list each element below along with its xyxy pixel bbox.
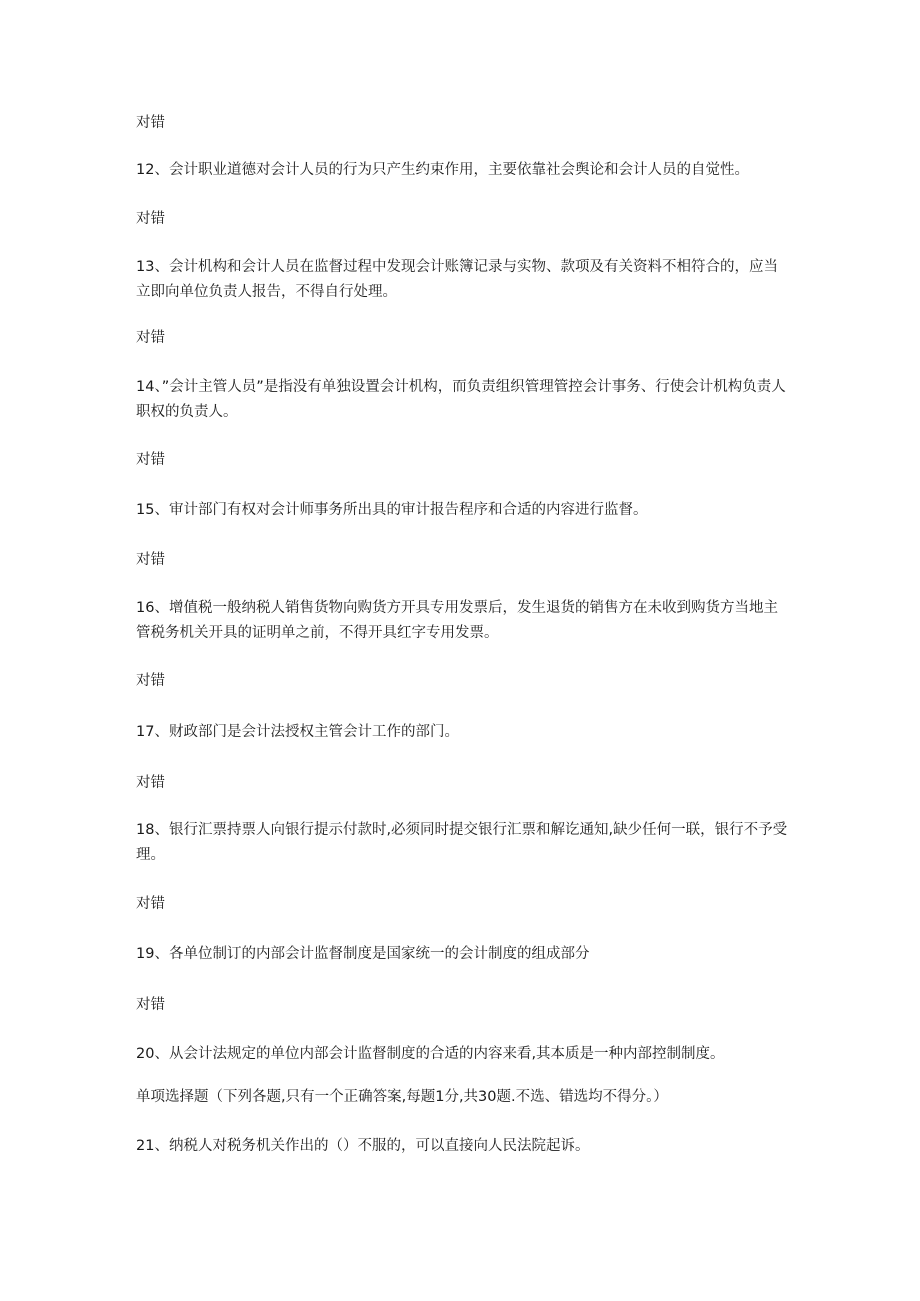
question-14: 14、”会计主管人员”是指没有单独设置会计机构，而负责组织管理管控会计事务、行使会计机构负责人职权的负责人。: [136, 379, 786, 420]
answer-options-15: 对错: [136, 552, 165, 568]
question-13: 13、会计机构和会计人员在监督过程中发现会计账簿记录与实物、款项及有关资料不相符合的，应当立即向单位负责人报告，不得自行处理。: [136, 259, 778, 300]
question-19: 19、各单位制订的内部会计监督制度是国家统一的会计制度的组成部分: [136, 946, 590, 962]
answer-options-13: 对错: [136, 330, 165, 346]
answer-options-19: 对错: [136, 997, 165, 1013]
answer-options-18: 对错: [136, 896, 165, 912]
question-21: 21、纳税人对税务机关作出的（）不服的，可以直接向人民法院起诉。: [136, 1138, 590, 1154]
answer-options-12: 对错: [136, 211, 165, 227]
question-17: 17、财政部门是会计法授权主管会计工作的部门。: [136, 724, 459, 740]
question-15: 15、审计部门有权对会计师事务所出具的审计报告程序和合适的内容进行监督。: [136, 502, 648, 518]
question-18: 18、银行汇票持票人向银行提示付款时,必须同时提交银行汇票和解讫通知,缺少任何一联，银行不予受理。: [136, 822, 788, 863]
question-20: 20、从会计法规定的单位内部会计监督制度的合适的内容来看,其本质是一种内部控制制度。: [136, 1046, 725, 1062]
answer-options-11: 对错: [136, 115, 165, 131]
answer-options-17: 对错: [136, 775, 165, 791]
answer-options-14: 对错: [136, 452, 165, 468]
section-heading-single-choice: 单项选择题（下列各题,只有一个正确答案,每题1分,共30题.不选、错选均不得分。）: [136, 1089, 668, 1105]
question-16: 16、增值税一般纳税人销售货物向购货方开具专用发票后，发生退货的销售方在未收到购货方当地主管税务机关开具的证明单之前，不得开具红字专用发票。: [136, 600, 778, 641]
answer-options-16: 对错: [136, 673, 165, 689]
question-12: 12、会计职业道德对会计人员的行为只产生约束作用，主要依靠社会舆论和会计人员的自觉性。: [136, 162, 749, 178]
